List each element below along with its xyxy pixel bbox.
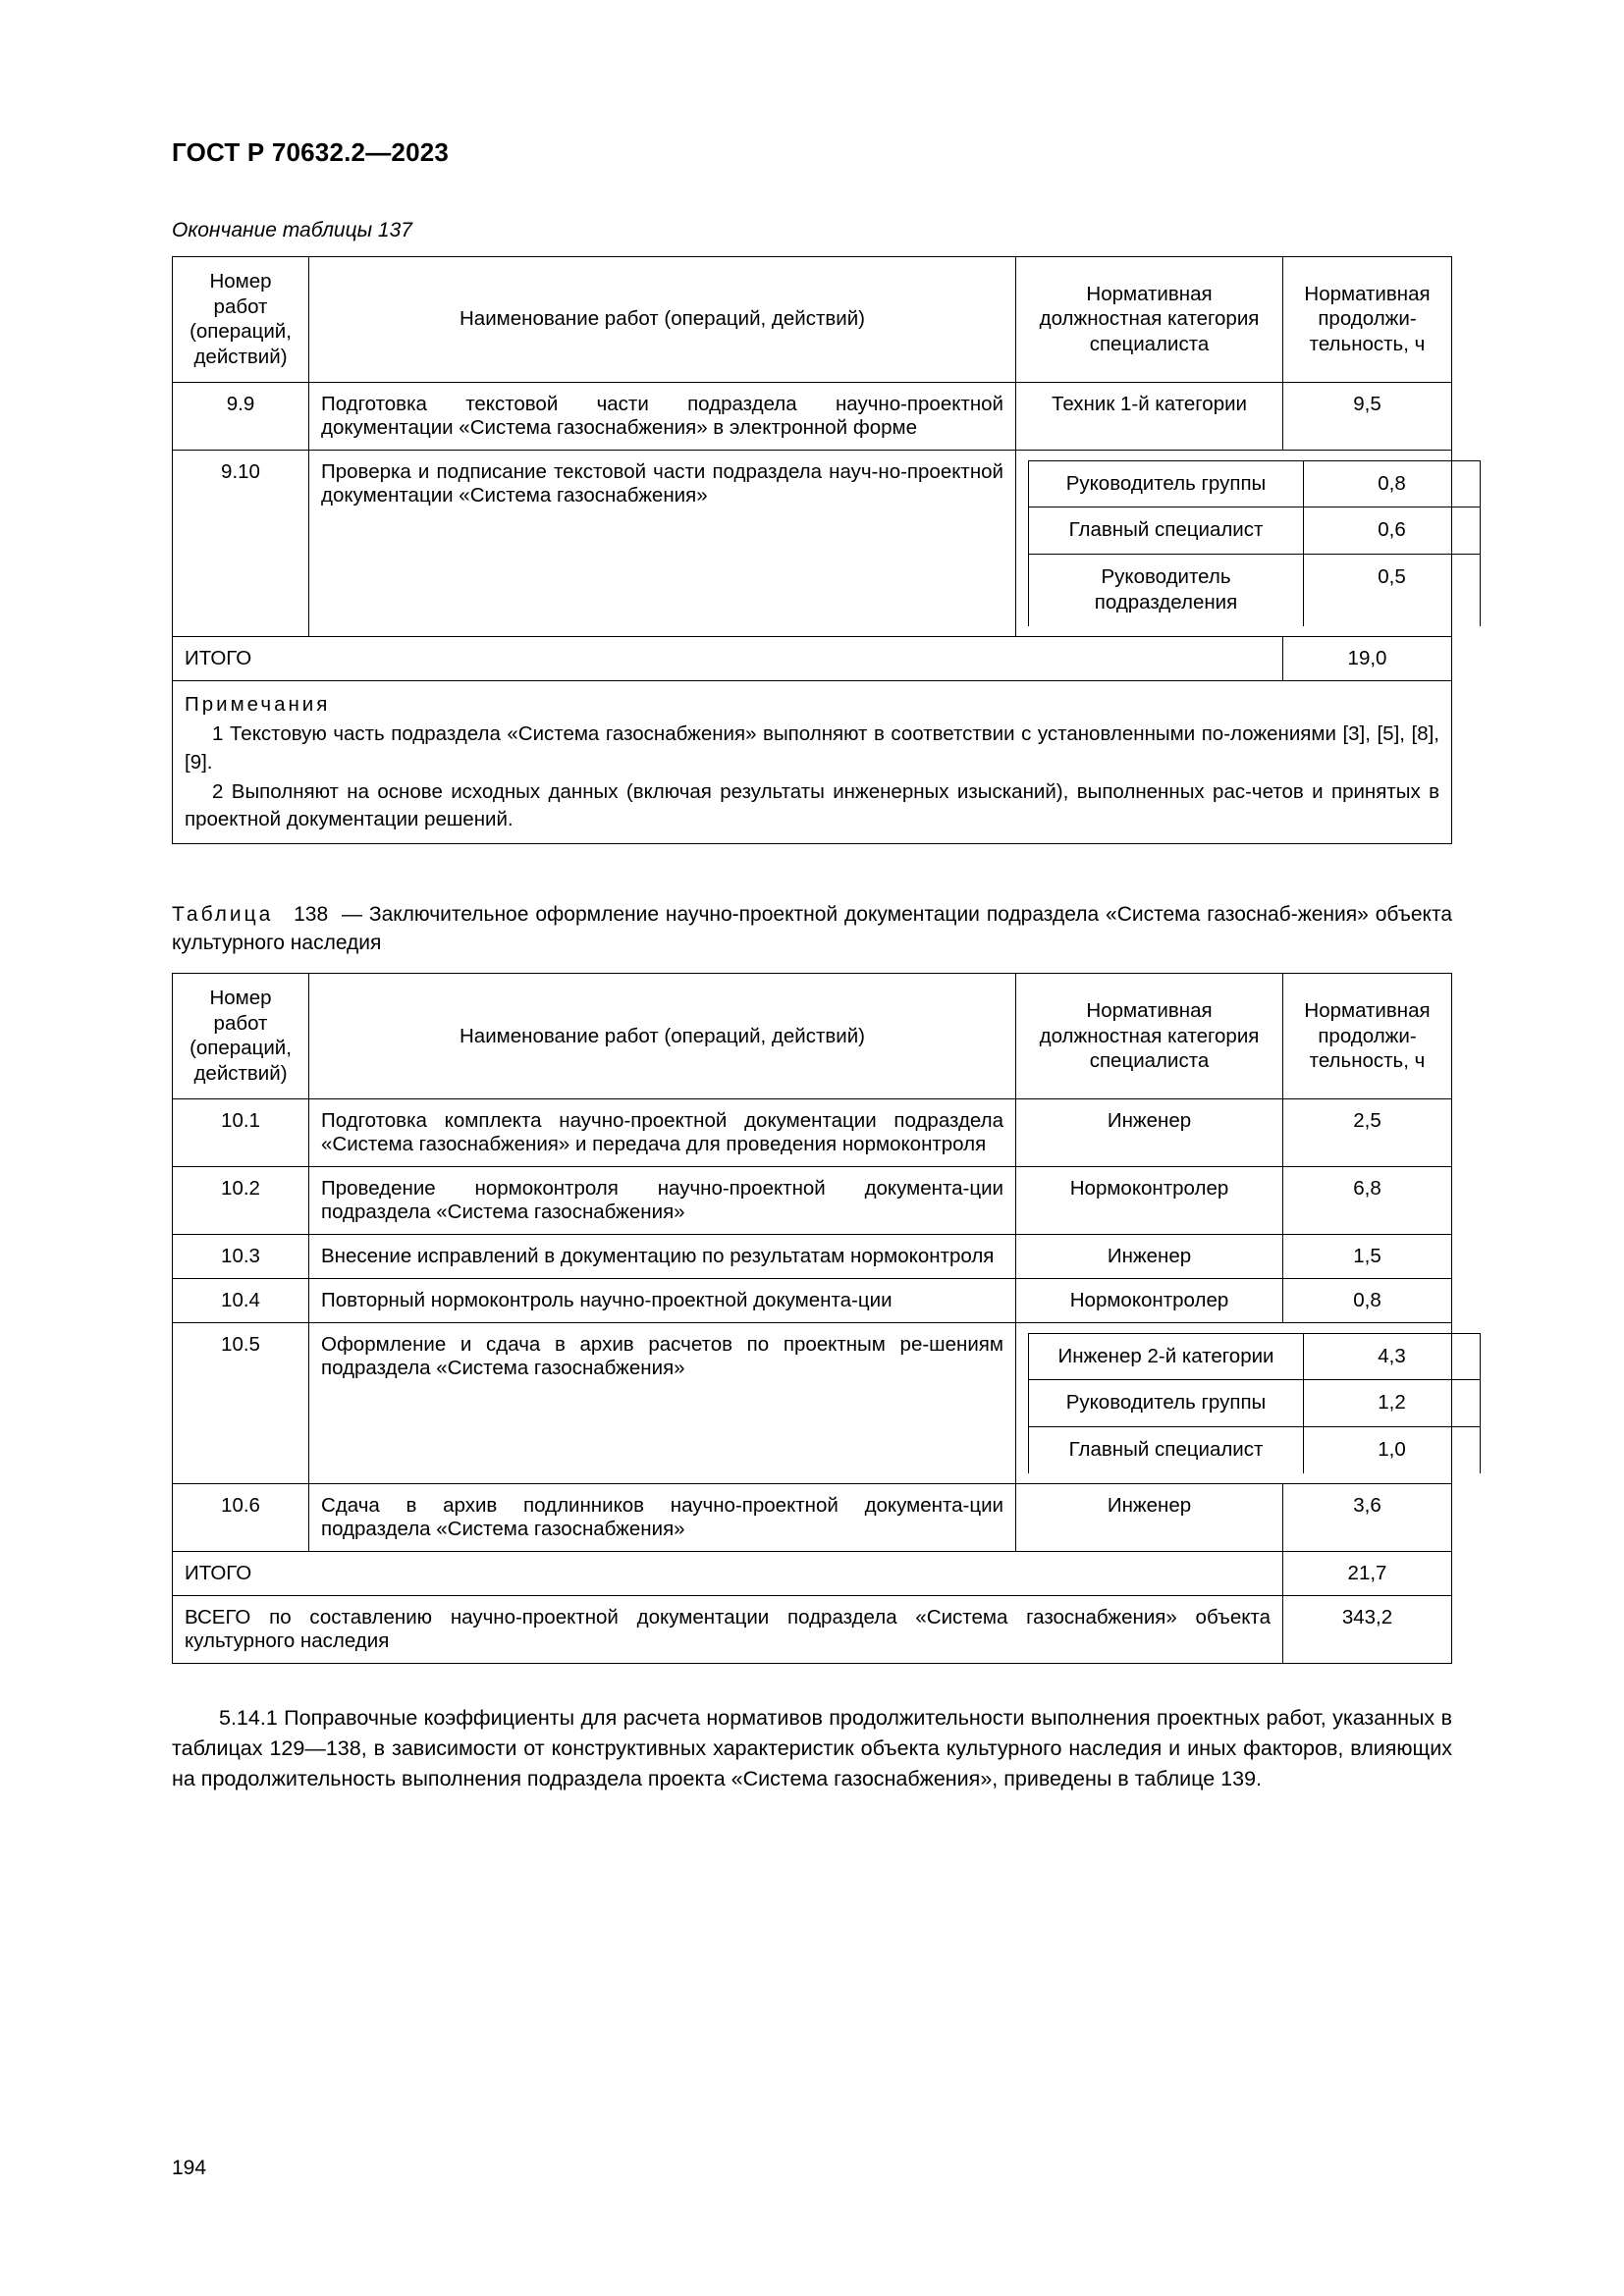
clause-paragraph: 5.14.1 Поправочные коэффициенты для расчета нормативов продолжительности выполнения проектных работ, указанных в таблицах 129—138, в зависимости от конструктивных характеристик объекта культурного наследия и иных факторов, влияющих на продолжительность выполнения подраздела проекта «Система газоснабжения», приведены в таблице 139. [172, 1705, 1452, 1790]
cell-category-duration-group [1016, 450, 1452, 637]
cell-category: Главный специалист [1029, 1426, 1304, 1472]
column-header-duration: Нормативная продолжи- тельность, ч [1283, 257, 1452, 383]
cell-category-duration-group [1016, 1322, 1452, 1483]
sub-row [1029, 1380, 1481, 1427]
table-caption-label: Таблица [172, 903, 274, 927]
cell-duration: 9,5 [1283, 382, 1452, 450]
table-row [173, 1322, 1452, 1483]
cell-category: Инженер [1016, 1234, 1283, 1278]
cell-number: 9.9 [173, 382, 309, 450]
cell-number: 10.5 [173, 1322, 309, 1483]
cell-duration: 2,5 [1283, 1098, 1452, 1166]
cell-number: 10.2 [173, 1166, 309, 1234]
cell-category: Руководитель группы [1029, 1380, 1304, 1427]
table-notes-row [173, 681, 1452, 844]
page-title: ГОСТ Р 70632.2—2023 [172, 137, 450, 167]
total-label: ИТОГО [173, 1551, 1283, 1595]
note-item: 2 Выполняют на основе исходных данных (включая результаты инженерных изысканий), выполненных рас-четов и принятых в проектной документации решений. [185, 779, 1439, 831]
column-header-category: Нормативная должностная категория специалиста [1016, 974, 1283, 1099]
cell-category: Инженер [1016, 1483, 1283, 1551]
cell-name: Сдача в архив подлинников научно-проектной документа-ции подраздела «Система газоснабжения» [309, 1483, 1016, 1551]
table-total-row [173, 637, 1452, 681]
column-header-number: Номер работ (операций, действий) [173, 974, 309, 1099]
sub-row [1029, 507, 1481, 555]
cell-duration: 0,6 [1304, 507, 1481, 555]
cell-duration: 3,6 [1283, 1483, 1452, 1551]
sub-row [1029, 554, 1481, 626]
cell-category: Инженер 2-й категории [1029, 1333, 1304, 1380]
cell-number: 10.3 [173, 1234, 309, 1278]
total-value: 19,0 [1283, 637, 1452, 681]
total-label: ИТОГО [173, 637, 1283, 681]
cell-category: Нормоконтролер [1016, 1278, 1283, 1322]
table-caption-number: 138 [294, 903, 329, 927]
cell-duration: 1,5 [1283, 1234, 1452, 1278]
notes-title: Примечания [185, 693, 331, 717]
grand-total-value: 343,2 [1283, 1595, 1452, 1663]
table-row [173, 382, 1452, 450]
column-header-name: Наименование работ (операций, действий) [309, 257, 1016, 383]
sub-table-entries [1028, 460, 1481, 627]
cell-category: Руководитель группы [1029, 460, 1304, 507]
grand-total-label: ВСЕГО по составлению научно-проектной документации подраздела «Система газоснабжения» объекта культурного наследия [173, 1595, 1283, 1663]
cell-name: Повторный нормоконтроль научно-проектной документа-ции [309, 1278, 1016, 1322]
sub-row [1029, 460, 1481, 507]
cell-duration: 6,8 [1283, 1166, 1452, 1234]
cell-category: Главный специалист [1029, 507, 1304, 555]
cell-name: Подготовка комплекта научно-проектной документации подраздела «Система газоснабжения» и передача для проведения нормоконтроля [309, 1098, 1016, 1166]
total-value: 21,7 [1283, 1551, 1452, 1595]
column-header-duration: Нормативная продолжи- тельность, ч [1283, 974, 1452, 1099]
table-total-row [173, 1551, 1452, 1595]
cell-name: Подготовка текстовой части подраздела научно-проектной документации «Система газоснабжения» в электронной форме [309, 382, 1016, 450]
cell-duration: 1,2 [1304, 1380, 1481, 1427]
cell-name: Проверка и подписание текстовой части подраздела науч-но-проектной документации «Система газоснабжения» [309, 450, 1016, 637]
table-header-row [173, 974, 1452, 1099]
table-header-row [173, 257, 1452, 383]
cell-category: Нормоконтролер [1016, 1166, 1283, 1234]
table-137-caption: Окончание таблицы 137 [172, 219, 412, 241]
table-row [173, 1234, 1452, 1278]
page-number: 194 [172, 2157, 207, 2179]
table-grand-total-row [173, 1595, 1452, 1663]
table-138-caption [172, 901, 1452, 957]
cell-category: Инженер [1016, 1098, 1283, 1166]
table-138 [172, 973, 1452, 1663]
note-item: 1 Текстовую часть подраздела «Система газоснабжения» выполняют в соответствии с установленными по-ложениями [3], [5], [8], [9]. [185, 722, 1439, 774]
notes-block [173, 681, 1452, 844]
column-header-number: Номер работ (операций, действий) [173, 257, 309, 383]
cell-name: Оформление и сдача в архив расчетов по проектным ре-шениям подраздела «Система газоснабжения» [309, 1322, 1016, 1483]
table-137 [172, 256, 1452, 844]
table-row [173, 450, 1452, 637]
cell-name: Внесение исправлений в документацию по результатам нормоконтроля [309, 1234, 1016, 1278]
cell-duration: 0,8 [1283, 1278, 1452, 1322]
table-row [173, 1483, 1452, 1551]
sub-row [1029, 1426, 1481, 1472]
cell-duration: 0,8 [1304, 460, 1481, 507]
table-row [173, 1098, 1452, 1166]
sub-row [1029, 1333, 1481, 1380]
cell-category: Руководитель подразделения [1029, 554, 1304, 626]
cell-duration: 4,3 [1304, 1333, 1481, 1380]
cell-duration: 0,5 [1304, 554, 1481, 626]
cell-number: 10.1 [173, 1098, 309, 1166]
cell-duration: 1,0 [1304, 1426, 1481, 1472]
cell-number: 10.4 [173, 1278, 309, 1322]
column-header-category: Нормативная должностная категория специалиста [1016, 257, 1283, 383]
column-header-name: Наименование работ (операций, действий) [309, 974, 1016, 1099]
cell-number: 10.6 [173, 1483, 309, 1551]
table-row [173, 1278, 1452, 1322]
table-caption-text: — Заключительное оформление научно-проектной документации подраздела «Система газоснаб-жения» объекта культурного наследия [172, 903, 1453, 954]
sub-table-entries [1028, 1333, 1481, 1473]
cell-name: Проведение нормоконтроля научно-проектной документа-ции подраздела «Система газоснабжения» [309, 1166, 1016, 1234]
cell-category: Техник 1-й категории [1016, 382, 1283, 450]
cell-number: 9.10 [173, 450, 309, 637]
table-row [173, 1166, 1452, 1234]
